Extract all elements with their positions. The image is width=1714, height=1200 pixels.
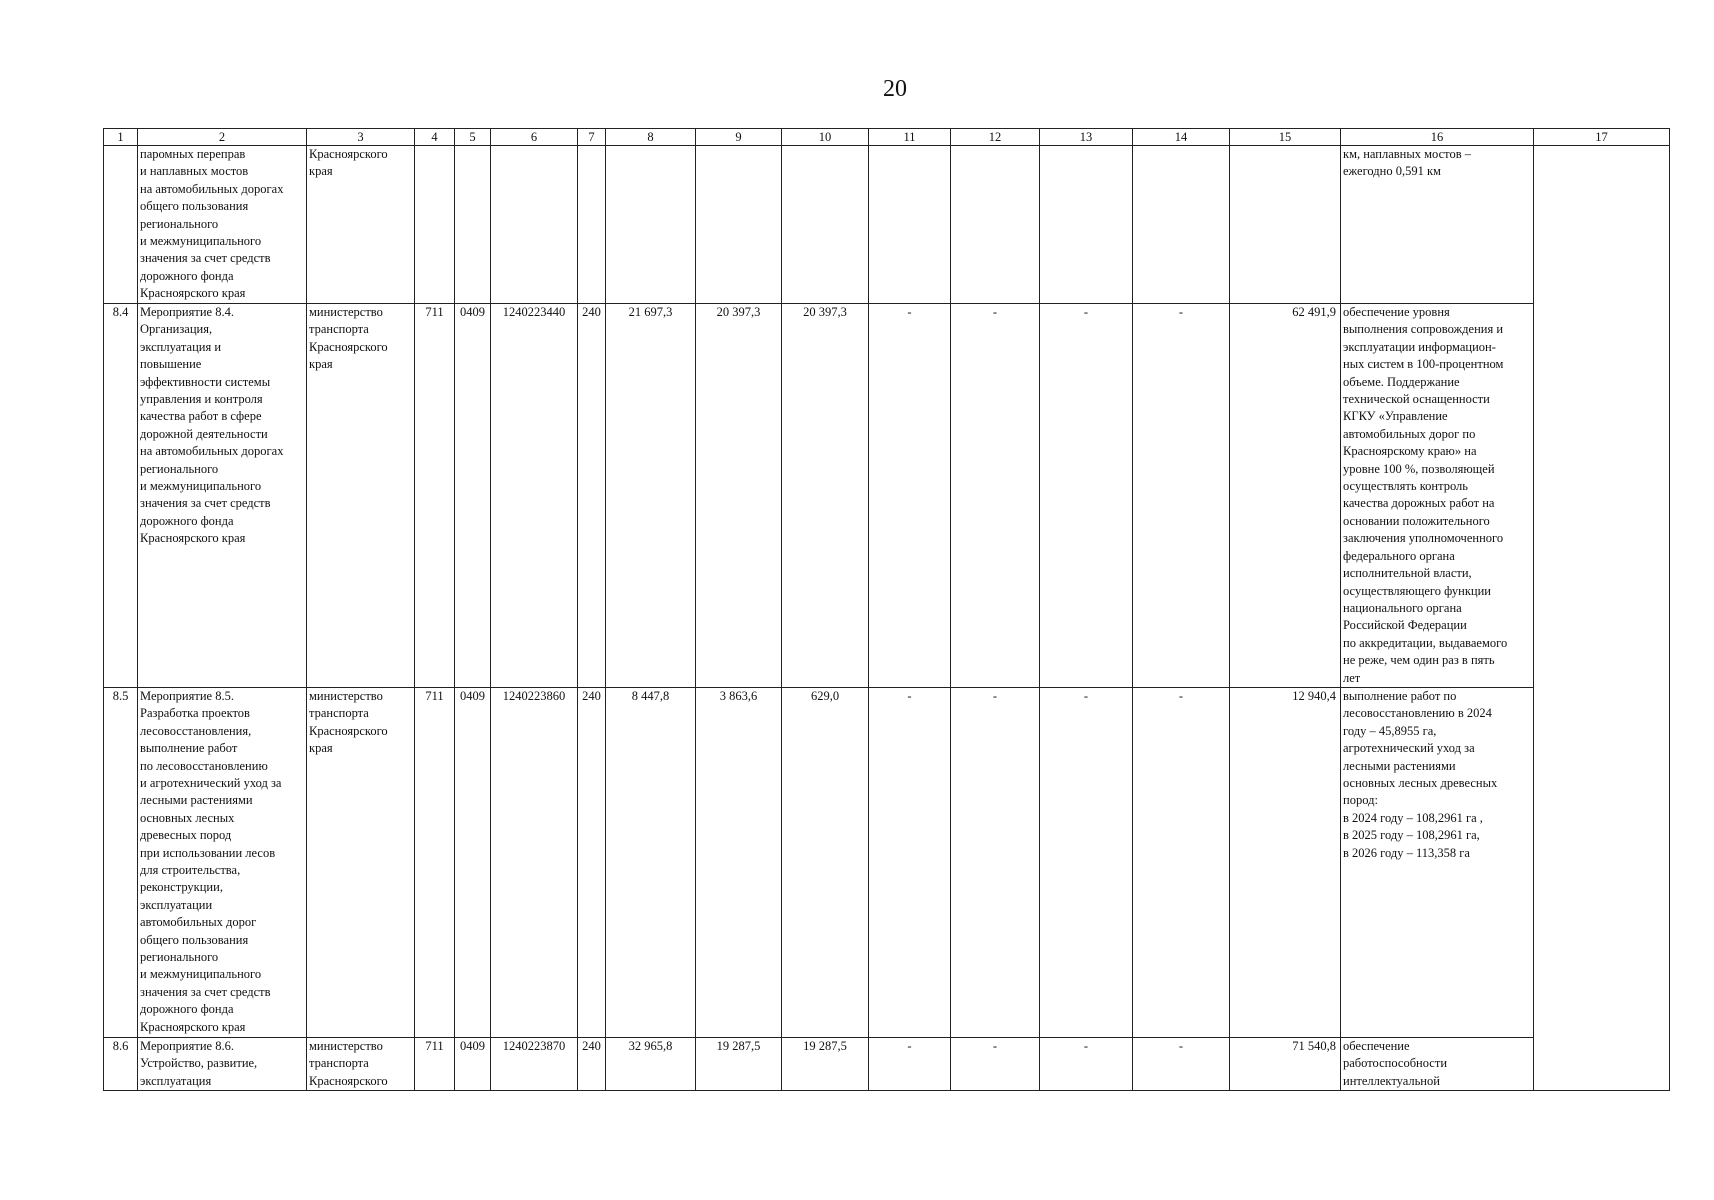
col-header-11: 11 bbox=[869, 129, 951, 146]
grbs-code: 711 bbox=[415, 687, 455, 1037]
amount-col-13: - bbox=[1040, 1037, 1133, 1090]
col-header-12: 12 bbox=[951, 129, 1040, 146]
amount-col-11: - bbox=[869, 1037, 951, 1090]
total-amount: 62 491,9 bbox=[1230, 304, 1341, 688]
col-header-5: 5 bbox=[455, 129, 491, 146]
amount-col-10 bbox=[782, 146, 869, 304]
col-header-15: 15 bbox=[1230, 129, 1341, 146]
col-header-14: 14 bbox=[1133, 129, 1230, 146]
amount-col-8: 8 447,8 bbox=[606, 687, 696, 1037]
amount-col-12: - bbox=[951, 304, 1040, 688]
amount-col-14 bbox=[1133, 146, 1230, 304]
row-number: 8.5 bbox=[104, 687, 138, 1037]
col-header-3: 3 bbox=[307, 129, 415, 146]
row-number: 8.4 bbox=[104, 304, 138, 688]
col-header-8: 8 bbox=[606, 129, 696, 146]
grbs-code: 711 bbox=[415, 1037, 455, 1090]
responsible-org: Красноярского края bbox=[307, 146, 415, 304]
rzpr-code: 0409 bbox=[455, 304, 491, 688]
expected-result: выполнение работ по лесовосстановлению в 2024 году – 45,8955 га, агротехнический уход за лесными растениями основных лесных древесных пород: в 2024 году – 108,2961 га , в 2025 году – 108,2961 га, в 2026 году – 113,358 га bbox=[1341, 687, 1534, 1037]
rzpr-code bbox=[455, 146, 491, 304]
amount-col-8: 32 965,8 bbox=[606, 1037, 696, 1090]
col-header-16: 16 bbox=[1341, 129, 1534, 146]
amount-col-10: 20 397,3 bbox=[782, 304, 869, 688]
amount-col-8 bbox=[606, 146, 696, 304]
amount-col-11: - bbox=[869, 304, 951, 688]
col-header-4: 4 bbox=[415, 129, 455, 146]
vr-code: 240 bbox=[578, 1037, 606, 1090]
rzpr-code: 0409 bbox=[455, 1037, 491, 1090]
col-header-6: 6 bbox=[491, 129, 578, 146]
col-header-2: 2 bbox=[138, 129, 307, 146]
amount-col-9: 20 397,3 bbox=[696, 304, 782, 688]
amount-col-14: - bbox=[1133, 1037, 1230, 1090]
measure-name: паромных переправ и наплавных мостов на автомобильных дорогах общего пользования регионального и межмуниципального значения за счет средств дорожного фонда Красноярского края bbox=[138, 146, 307, 304]
table-row bbox=[104, 1037, 1670, 1090]
amount-col-13: - bbox=[1040, 304, 1133, 688]
measure-name: Мероприятие 8.4. Организация, эксплуатация и повышение эффективности системы управления и контроля качества работ в сфере дорожной деятельности на автомобильных дорогах регионального и межмуниципального значения за счет средств дорожного фонда Красноярского края bbox=[138, 304, 307, 688]
total-amount bbox=[1230, 146, 1341, 304]
amount-col-12 bbox=[951, 146, 1040, 304]
expected-result: км, наплавных мостов – ежегодно 0,591 км bbox=[1341, 146, 1534, 304]
responsible-org: министерство транспорта Красноярского bbox=[307, 1037, 415, 1090]
amount-col-13: - bbox=[1040, 687, 1133, 1037]
table-row bbox=[104, 146, 1670, 304]
measure-name: Мероприятие 8.5. Разработка проектов лесовосстановления, выполнение работ по лесовосстановлению и агротехнический уход за лесными растениями основных лесных древесных пород при использовании лесов для строительства, реконструкции, эксплуатации автомобильных дорог общего пользования регионального и межмуниципального значения за счет средств дорожного фонда Красноярского края bbox=[138, 687, 307, 1037]
col-header-7: 7 bbox=[578, 129, 606, 146]
row-number bbox=[104, 146, 138, 304]
csr-code: 1240223870 bbox=[491, 1037, 578, 1090]
amount-col-11 bbox=[869, 146, 951, 304]
table-row bbox=[104, 687, 1670, 1037]
measure-name: Мероприятие 8.6. Устройство, развитие, эксплуатация bbox=[138, 1037, 307, 1090]
col-17-cell bbox=[1534, 146, 1670, 1091]
col-header-10: 10 bbox=[782, 129, 869, 146]
total-amount: 71 540,8 bbox=[1230, 1037, 1341, 1090]
amount-col-11: - bbox=[869, 687, 951, 1037]
vr-code: 240 bbox=[578, 304, 606, 688]
total-amount: 12 940,4 bbox=[1230, 687, 1341, 1037]
col-header-9: 9 bbox=[696, 129, 782, 146]
grbs-code bbox=[415, 146, 455, 304]
csr-code: 1240223440 bbox=[491, 304, 578, 688]
amount-col-9 bbox=[696, 146, 782, 304]
page-number: 20 bbox=[883, 76, 907, 102]
col-header-17: 17 bbox=[1534, 129, 1670, 146]
responsible-org: министерство транспорта Красноярского края bbox=[307, 687, 415, 1037]
program-table bbox=[103, 128, 1670, 1091]
amount-col-9: 3 863,6 bbox=[696, 687, 782, 1037]
amount-col-12: - bbox=[951, 687, 1040, 1037]
amount-col-9: 19 287,5 bbox=[696, 1037, 782, 1090]
responsible-org: министерство транспорта Красноярского края bbox=[307, 304, 415, 688]
col-header-1: 1 bbox=[104, 129, 138, 146]
csr-code bbox=[491, 146, 578, 304]
amount-col-13 bbox=[1040, 146, 1133, 304]
grbs-code: 711 bbox=[415, 304, 455, 688]
amount-col-14: - bbox=[1133, 304, 1230, 688]
rzpr-code: 0409 bbox=[455, 687, 491, 1037]
table-row bbox=[104, 304, 1670, 688]
amount-col-10: 629,0 bbox=[782, 687, 869, 1037]
amount-col-10: 19 287,5 bbox=[782, 1037, 869, 1090]
header-row bbox=[104, 129, 1670, 146]
expected-result: обеспечение работоспособности интеллектуальной bbox=[1341, 1037, 1534, 1090]
amount-col-8: 21 697,3 bbox=[606, 304, 696, 688]
csr-code: 1240223860 bbox=[491, 687, 578, 1037]
vr-code: 240 bbox=[578, 687, 606, 1037]
row-number: 8.6 bbox=[104, 1037, 138, 1090]
expected-result: обеспечение уровня выполнения сопровождения и эксплуатации информацион- ных систем в 100-процентном объеме. Поддержание технической оснащенности КГКУ «Управление автомобильных дорог по Красноярскому краю» на уровне 100 %, позволяющей осуществлять контроль качества дорожных работ на основании положительного заключения уполномоченного федерального органа исполнительной власти, осуществляющего функции национального органа Российской Федерации по аккредитации, выдаваемого не реже, чем один раз в пять лет bbox=[1341, 304, 1534, 688]
amount-col-12: - bbox=[951, 1037, 1040, 1090]
col-header-13: 13 bbox=[1040, 129, 1133, 146]
amount-col-14: - bbox=[1133, 687, 1230, 1037]
vr-code bbox=[578, 146, 606, 304]
